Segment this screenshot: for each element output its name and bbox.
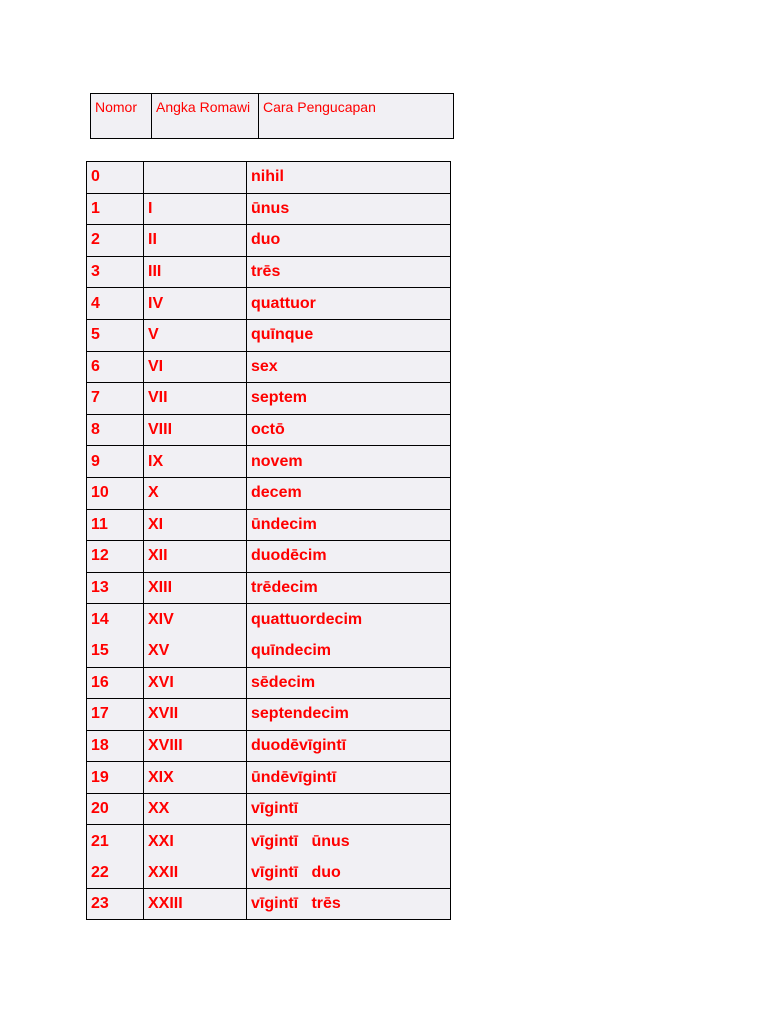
roman-numeral-cell: [144, 477, 247, 509]
number-cell: [87, 256, 144, 288]
pronunciation-cell-text: quattuordecim: [251, 611, 363, 629]
number-cell-text: 9: [91, 452, 100, 470]
roman-numeral-cell: [144, 825, 247, 888]
pronunciation-cell-text: duo: [251, 231, 281, 249]
table-row: [87, 730, 451, 762]
pronunciation-cell: [247, 541, 451, 573]
pronunciation-cell-text: sēdecim: [251, 673, 316, 691]
number-cell-text: 4: [91, 294, 100, 312]
number-cell: [87, 604, 144, 667]
number-cell: [87, 762, 144, 794]
roman-numeral-cell-text: XIV: [148, 611, 174, 629]
number-cell-text: 23: [91, 894, 109, 912]
pronunciation-cell-text: vīgintī duo: [251, 863, 341, 881]
pronunciation-cell-text: duodēvīgintī: [251, 736, 347, 754]
table-row: [87, 699, 451, 731]
roman-numeral-cell: [144, 572, 247, 604]
number-cell-text: 20: [91, 800, 109, 818]
header-nomor: Nomor: [95, 99, 138, 115]
header-angka-romawi: Angka Romawi: [151, 94, 258, 138]
number-cell-text: 19: [91, 768, 109, 786]
number-cell-text: 7: [91, 389, 100, 407]
roman-numeral-cell-text: XVIII: [148, 736, 183, 754]
table-row: [87, 572, 451, 604]
pronunciation-cell-text: sex: [251, 357, 278, 375]
roman-numeral-cell: [144, 446, 247, 478]
table-row: [87, 319, 451, 351]
pronunciation-cell-text: vīgintī trēs: [251, 894, 341, 912]
number-cell-text: 12: [91, 547, 109, 565]
number-cell: [87, 288, 144, 320]
roman-numeral-cell: [144, 730, 247, 762]
pronunciation-cell-text: ūndecim: [251, 515, 317, 533]
roman-numeral-cell-text: VII: [148, 389, 168, 407]
roman-numeral-cell: [144, 414, 247, 446]
number-cell-text: 2: [91, 231, 100, 249]
roman-numeral-cell: [144, 541, 247, 573]
roman-numeral-cell-text: XX: [148, 800, 170, 818]
number-cell-text: 15: [91, 642, 109, 660]
roman-numeral-cell-text: V: [148, 326, 159, 344]
number-cell-text: 3: [91, 263, 100, 281]
roman-numeral-cell-text: IX: [148, 452, 164, 470]
pronunciation-cell-text: quīnque: [251, 326, 314, 344]
number-cell: [87, 477, 144, 509]
pronunciation-cell: [247, 762, 451, 794]
roman-numeral-cell-text: XV: [148, 642, 170, 660]
pronunciation-cell: [247, 162, 451, 194]
pronunciation-cell: [247, 604, 451, 667]
roman-numeral-cell-text: II: [148, 231, 157, 249]
table-row: [87, 383, 451, 415]
pronunciation-cell-text: quīndecim: [251, 642, 332, 660]
table-row: [87, 888, 451, 920]
pronunciation-cell: [247, 793, 451, 825]
pronunciation-cell-text: ūndēvīgintī: [251, 768, 337, 786]
roman-numeral-cell: [144, 162, 247, 194]
pronunciation-cell-text: duodēcim: [251, 547, 327, 565]
table-row: [87, 477, 451, 509]
roman-numeral-cell-text: XVII: [148, 705, 179, 723]
number-cell-text: 0: [91, 168, 100, 186]
pronunciation-cell-text: decem: [251, 484, 302, 502]
number-cell-text: 11: [91, 515, 108, 533]
pronunciation-cell-text: ūnus: [251, 199, 290, 217]
table-row: [87, 225, 451, 257]
roman-numeral-cell-text: XXII: [148, 863, 179, 881]
pronunciation-cell: [247, 888, 451, 920]
pronunciation-cell: [247, 572, 451, 604]
number-cell-text: 1: [91, 199, 100, 217]
pronunciation-cell: [247, 446, 451, 478]
number-cell-text: 14: [91, 611, 109, 629]
roman-numeral-cell: [144, 667, 247, 699]
roman-numeral-cell: [144, 383, 247, 415]
table-row: [87, 351, 451, 383]
pronunciation-cell: [247, 730, 451, 762]
number-cell: [87, 793, 144, 825]
roman-numeral-cell-text: VI: [148, 357, 164, 375]
table-row: [87, 825, 451, 888]
roman-numeral-cell-text: IV: [148, 294, 164, 312]
pronunciation-cell: [247, 288, 451, 320]
pronunciation-cell-text: novem: [251, 452, 303, 470]
roman-numeral-cell: [144, 351, 247, 383]
pronunciation-cell-text: vīgintī: [251, 800, 299, 818]
roman-numeral-cell: [144, 699, 247, 731]
table-row: [87, 256, 451, 288]
number-cell: [87, 383, 144, 415]
pronunciation-cell: [247, 825, 451, 888]
number-cell: [87, 572, 144, 604]
pronunciation-cell: [247, 699, 451, 731]
table-row: [87, 446, 451, 478]
pronunciation-cell: [247, 351, 451, 383]
pronunciation-cell-text: septendecim: [251, 705, 349, 723]
roman-numeral-cell-text: XIX: [148, 768, 174, 786]
number-cell-text: 10: [91, 484, 109, 502]
pronunciation-cell: [247, 193, 451, 225]
table-row: [87, 288, 451, 320]
table-row: [87, 793, 451, 825]
roman-numeral-cell-text: XI: [148, 515, 164, 533]
roman-numeral-cell-text: XVI: [148, 673, 174, 691]
number-cell-text: 13: [91, 579, 109, 597]
roman-numeral-cell-text: XIII: [148, 579, 173, 597]
table-row: [87, 193, 451, 225]
header-table: [90, 93, 454, 139]
roman-numeral-cell: [144, 509, 247, 541]
roman-numeral-cell-text: XXIII: [148, 894, 183, 912]
table-row: [87, 762, 451, 794]
numbers-table-body: [87, 162, 451, 920]
pronunciation-cell: [247, 256, 451, 288]
number-cell: [87, 541, 144, 573]
number-cell: [87, 888, 144, 920]
pronunciation-cell: [247, 509, 451, 541]
pronunciation-cell: [247, 225, 451, 257]
table-row: [87, 162, 451, 194]
roman-numeral-cell: [144, 193, 247, 225]
pronunciation-cell-text: octō: [251, 421, 285, 439]
number-cell: [87, 319, 144, 351]
pronunciation-cell-text: trēdecim: [251, 579, 318, 597]
table-row: [87, 541, 451, 573]
pronunciation-cell-text: nihil: [251, 168, 284, 186]
roman-numeral-cell: [144, 762, 247, 794]
pronunciation-cell-text: quattuor: [251, 294, 316, 312]
number-cell-text: 17: [91, 705, 109, 723]
roman-numeral-cell-text: XXI: [148, 832, 174, 850]
number-cell-text: 21: [91, 832, 109, 850]
roman-numeral-cell-text: XII: [148, 547, 168, 565]
roman-numeral-cell: [144, 888, 247, 920]
pronunciation-cell: [247, 477, 451, 509]
roman-numeral-cell-text: I: [148, 199, 153, 217]
number-cell-text: 18: [91, 736, 109, 754]
roman-numeral-cell: [144, 604, 247, 667]
roman-numeral-cell: [144, 225, 247, 257]
roman-numeral-cell: [144, 319, 247, 351]
number-cell: [87, 225, 144, 257]
table-row: [87, 604, 451, 667]
pronunciation-cell-text: vīgintī ūnus: [251, 832, 350, 850]
roman-numeral-cell: [144, 288, 247, 320]
roman-numeral-cell: [144, 793, 247, 825]
number-cell-text: 6: [91, 357, 100, 375]
number-cell-text: 22: [91, 863, 109, 881]
number-cell: [87, 351, 144, 383]
number-cell: [87, 825, 144, 888]
header-cara-pengucapan: Cara Pengucapan: [258, 94, 455, 138]
roman-numeral-cell-text: III: [148, 263, 162, 281]
number-cell: [87, 414, 144, 446]
table-row: [87, 667, 451, 699]
table-row: [87, 414, 451, 446]
number-cell: [87, 193, 144, 225]
pronunciation-cell-text: septem: [251, 389, 308, 407]
roman-numeral-cell-text: VIII: [148, 421, 173, 439]
roman-numeral-cell: [144, 256, 247, 288]
number-cell: [87, 667, 144, 699]
pronunciation-cell: [247, 667, 451, 699]
number-cell-text: 5: [91, 326, 100, 344]
number-cell: [87, 699, 144, 731]
number-cell: [87, 446, 144, 478]
roman-numeral-cell-text: X: [148, 484, 159, 502]
table-row: [87, 509, 451, 541]
number-cell: [87, 730, 144, 762]
pronunciation-cell: [247, 383, 451, 415]
number-cell-text: 8: [91, 421, 100, 439]
number-cell: [87, 162, 144, 194]
pronunciation-cell: [247, 319, 451, 351]
numbers-table: [86, 161, 451, 920]
number-cell: [87, 509, 144, 541]
pronunciation-cell-text: trēs: [251, 263, 281, 281]
pronunciation-cell: [247, 414, 451, 446]
number-cell-text: 16: [91, 673, 109, 691]
